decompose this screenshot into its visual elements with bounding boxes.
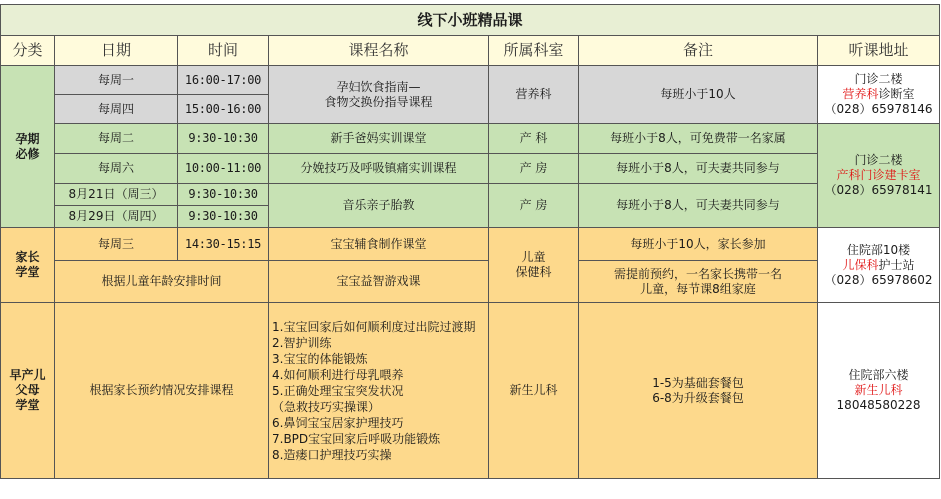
time-cell: 9:30-10:30 — [178, 124, 269, 154]
note-music: 每班小于8人，可夫妻共同参与 — [579, 184, 818, 228]
course-schedule-table — [0, 4, 940, 479]
date-cell: 每周一 — [55, 66, 178, 95]
note-nutrition: 每班小于10人 — [579, 66, 818, 124]
course-cell: 宝宝辅食制作课堂 — [269, 228, 489, 261]
course-cell: 分娩技巧及呼吸镇痛实训课程 — [269, 154, 489, 184]
note-cell: 每班小于8人，可免费带一名家属 — [579, 124, 818, 154]
course-cell: 宝宝益智游戏课 — [269, 261, 489, 303]
header-category: 分类 — [1, 36, 55, 66]
course-nutrition: 孕妇饮食指南— 食物交换份指导课程 — [269, 66, 489, 124]
course-cell: 新手爸妈实训课堂 — [269, 124, 489, 154]
dept-neonatal: 新生儿科 — [489, 303, 579, 479]
list-item: 2.智护训练 — [272, 335, 332, 350]
course-list — [269, 303, 489, 479]
time-cell: 14:30-15:15 — [178, 228, 269, 261]
category-preterm: 早产儿 父母 学堂 — [1, 303, 55, 479]
date-cell: 每周三 — [55, 228, 178, 261]
header-date: 日期 — [55, 36, 178, 66]
time-cell: 15:00-16:00 — [178, 95, 269, 124]
header-address: 听课地址 — [818, 36, 940, 66]
header-notes: 备注 — [579, 36, 818, 66]
note-cell: 每班小于10人，家长参加 — [579, 228, 818, 261]
dept-nutrition: 营养科 — [489, 66, 579, 124]
category-pregnancy: 孕期 必修 — [1, 66, 55, 228]
date-cell: 每周四 — [55, 95, 178, 124]
list-item: 6.鼻饲宝宝居家护理技巧 — [272, 415, 404, 430]
dept-music: 产 房 — [489, 184, 579, 228]
header-row — [1, 36, 940, 66]
address-child-health: 住院部10楼 儿保科护士站 （028）65978602 — [818, 228, 940, 303]
address-neonatal: 住院部六楼 新生儿科 18048580228 — [818, 303, 940, 479]
date-cell: 8月29日（周四） — [55, 206, 178, 228]
note-neonatal: 1-5为基础套餐包 6-8为升级套餐包 — [579, 303, 818, 479]
dept-child-health: 儿童 保健科 — [489, 228, 579, 303]
time-cell: 16:00-17:00 — [178, 66, 269, 95]
dept-cell: 产 房 — [489, 154, 579, 184]
schedule-cell: 根据家长预约情况安排课程 — [55, 303, 269, 479]
list-item: 8.造瘘口护理技巧实操 — [272, 447, 392, 462]
table-row — [1, 228, 940, 261]
note-cell: 需提前预约，一名家长携带一名 儿童，每节课8组家庭 — [579, 261, 818, 303]
list-item: 1.宝宝回家后如何顺利度过出院过渡期 — [272, 319, 476, 334]
page-title: 线下小班精品课 — [1, 5, 940, 36]
date-cell: 8月21日（周三） — [55, 184, 178, 206]
list-item: 5.正确处理宝宝突发状况 — [272, 383, 404, 398]
time-cell: 10:00-11:00 — [178, 154, 269, 184]
header-department: 所属科室 — [489, 36, 579, 66]
header-course: 课程名称 — [269, 36, 489, 66]
dept-cell: 产 科 — [489, 124, 579, 154]
address-nutrition: 门诊二楼 营养科诊断室 （028）65978146 — [818, 66, 940, 124]
table-row — [1, 154, 940, 184]
list-item: 3.宝宝的体能锻炼 — [272, 351, 368, 366]
category-parents: 家长 学堂 — [1, 228, 55, 303]
list-item: 7.BPD宝宝回家后呼吸功能锻炼 — [272, 431, 441, 446]
time-cell: 9:30-10:30 — [178, 206, 269, 228]
list-item: （急救技巧实操课） — [272, 399, 381, 414]
time-cell: 9:30-10:30 — [178, 184, 269, 206]
table-row — [1, 261, 940, 303]
table-row — [1, 124, 940, 154]
header-time: 时间 — [178, 36, 269, 66]
table-row — [1, 66, 940, 95]
note-cell: 每班小于8人，可夫妻共同参与 — [579, 154, 818, 184]
schedule-cell: 根据儿童年龄安排时间 — [55, 261, 269, 303]
date-cell: 每周六 — [55, 154, 178, 184]
table-row — [1, 184, 940, 206]
table-row — [1, 303, 940, 479]
date-cell: 每周二 — [55, 124, 178, 154]
list-item: 4.如何顺利进行母乳喂养 — [272, 367, 404, 382]
address-obstetrics: 门诊二楼 产科门诊建卡室 （028）65978141 — [818, 124, 940, 228]
course-music: 音乐亲子胎教 — [269, 184, 489, 228]
